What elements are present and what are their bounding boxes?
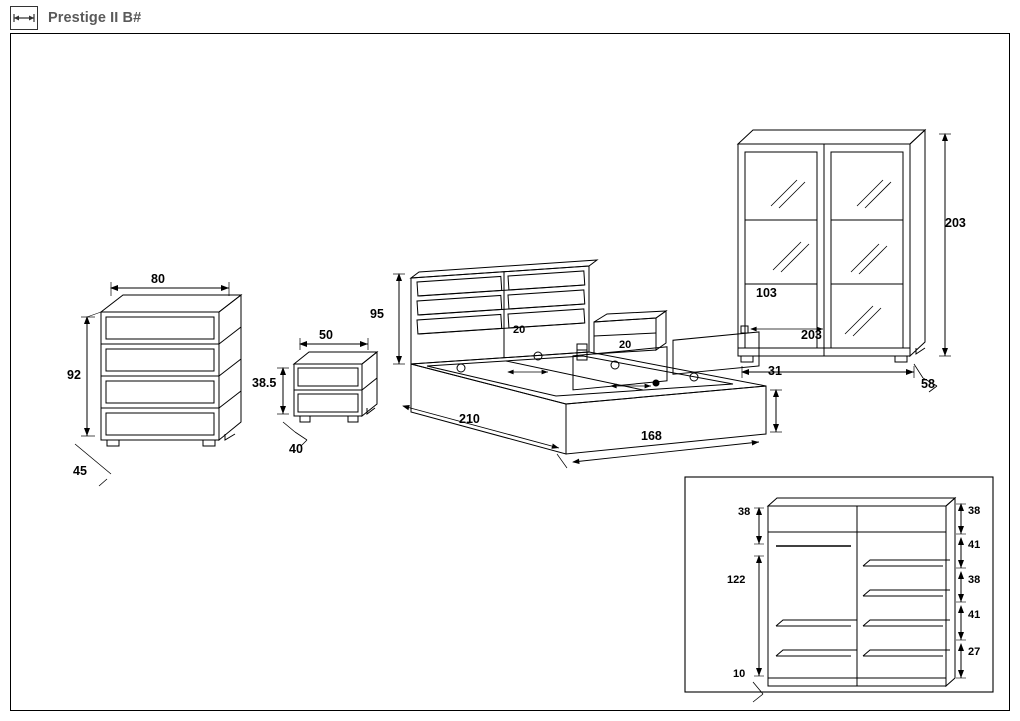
page-title: Prestige II B#	[48, 10, 142, 26]
dim-bed-frame-height: 31	[768, 364, 782, 378]
dim-interior-top-left: 38	[738, 506, 751, 518]
dim-bed-marker-a: 20	[513, 324, 526, 336]
dim-interior-right-5: 27	[968, 646, 981, 658]
dim-interior-right-2: 41	[968, 539, 981, 551]
dim-chest-width: 80	[151, 272, 165, 286]
dim-nightstand-height: 38.5	[252, 376, 277, 390]
dim-interior-right-4: 41	[968, 609, 981, 621]
dim-nightstand-width: 50	[319, 328, 333, 342]
chest-of-drawers-drawing	[75, 282, 241, 486]
dim-wardrobe-door-width: 103	[756, 286, 777, 300]
dim-interior-right-3: 38	[968, 574, 981, 586]
wardrobe-drawing	[738, 130, 951, 392]
dim-wardrobe-width: 203	[801, 328, 822, 342]
dimension-arrows-icon	[10, 6, 38, 30]
dim-wardrobe-height: 203	[945, 216, 966, 230]
nightstand-drawing	[277, 338, 377, 446]
drawing-frame	[10, 33, 1010, 711]
dim-bed-headboard-height: 95	[370, 307, 384, 321]
dim-wardrobe-depth: 58	[921, 377, 935, 391]
dim-interior-base: 10	[733, 668, 746, 680]
wardrobe-interior-inset	[685, 477, 993, 702]
dim-bed-length: 210	[459, 412, 480, 426]
dim-interior-right-1: 38	[968, 505, 981, 517]
dim-bed-marker-b: 20	[619, 339, 632, 351]
page-header	[0, 0, 1020, 36]
dim-nightstand-depth: 40	[289, 442, 303, 456]
dim-bed-width: 168	[641, 429, 662, 443]
dim-interior-left-total: 122	[727, 574, 746, 586]
dim-chest-depth: 45	[73, 464, 87, 478]
dim-chest-height: 92	[67, 368, 81, 382]
drawing-canvas	[11, 34, 1011, 712]
bed-drawing	[393, 260, 782, 468]
